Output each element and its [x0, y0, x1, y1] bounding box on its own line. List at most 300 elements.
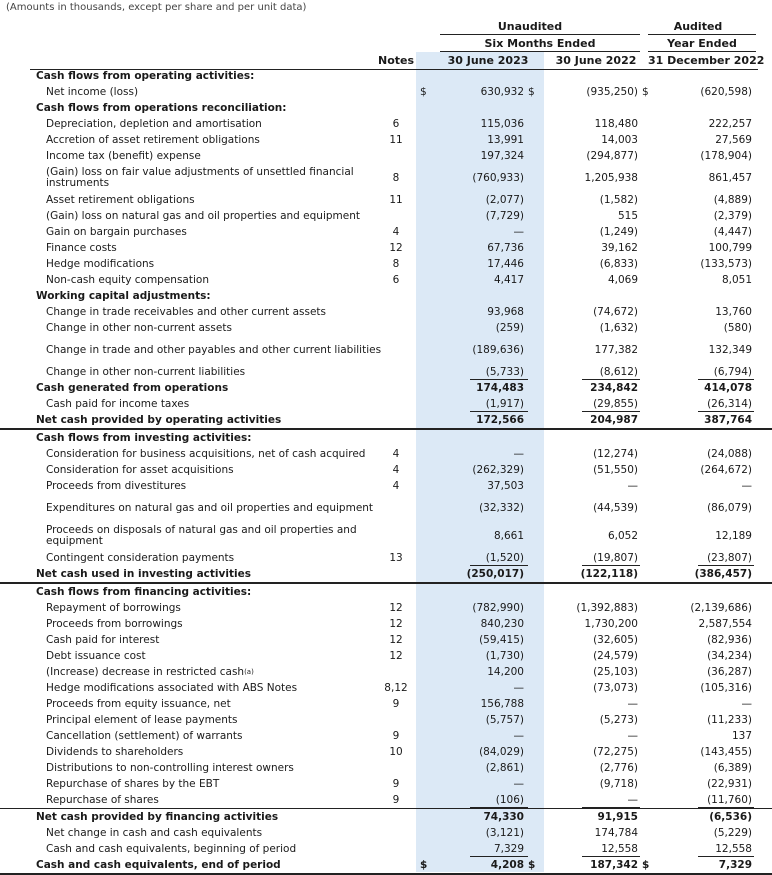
- six-months-header: Six Months Ended: [484, 37, 596, 50]
- value-30-june-2023: 8,661: [493, 530, 524, 542]
- table-row: [0, 600, 772, 616]
- value-30-june-2022: (2,776): [599, 762, 638, 774]
- value-30-june-2023: (3,121): [485, 827, 524, 839]
- row-label: [46, 760, 386, 776]
- row-label: [46, 256, 386, 272]
- row-label-text: Cancellation (settlement) of warrants: [46, 730, 243, 742]
- value-30-june-2022: (1,632): [599, 322, 638, 334]
- row-label-text: Hedge modifications associated with ABS Notes: [46, 682, 298, 694]
- value-30-june-2023: (106): [495, 794, 524, 806]
- value-31-december-2022: (386,457): [694, 568, 752, 580]
- row-label: [46, 478, 386, 494]
- row-label: [46, 208, 386, 224]
- row-notes: 6: [392, 118, 400, 130]
- currency-symbol: $: [420, 859, 428, 871]
- row-label: [36, 100, 376, 116]
- row-label-text: Change in other non-current assets: [46, 322, 232, 334]
- row-label-text: Repurchase of shares by the EBT: [46, 778, 220, 790]
- row-label: [36, 430, 376, 446]
- value-31-december-2022: (22,931): [707, 778, 752, 790]
- section-header-row: [0, 584, 772, 600]
- row-label: [46, 825, 386, 841]
- row-label: [46, 462, 386, 478]
- row-label-text: (Gain) loss on fair value adjustments of unsettled financial instruments: [46, 166, 354, 189]
- unaudited-rule: [440, 34, 640, 35]
- row-notes: 4: [392, 448, 400, 460]
- value-31-december-2022: (264,672): [700, 464, 752, 476]
- row-label-text: Asset retirement obligations: [46, 194, 195, 206]
- table-row: [0, 462, 772, 478]
- value-31-december-2022: (11,233): [707, 714, 752, 726]
- row-label-text: Hedge modifications: [46, 258, 155, 270]
- value-30-june-2022: (1,582): [599, 194, 638, 206]
- row-label: [46, 446, 386, 462]
- value-30-june-2022: (73,073): [593, 682, 638, 694]
- value-30-june-2023: (259): [495, 322, 524, 334]
- value-31-december-2022: —: [741, 480, 752, 492]
- row-notes: 9: [392, 794, 400, 806]
- section-header-row: [0, 430, 772, 446]
- value-30-june-2023: (262,329): [472, 464, 524, 476]
- value-30-june-2022: 1,205,938: [584, 172, 638, 184]
- value-31-december-2022: (580): [723, 322, 752, 334]
- value-31-december-2022: (23,807): [707, 552, 752, 564]
- value-30-june-2023: —: [513, 682, 524, 694]
- table-row: [0, 132, 772, 148]
- section-header-row: [0, 68, 772, 84]
- value-30-june-2023: (84,029): [479, 746, 524, 758]
- value-30-june-2022: (1,249): [599, 226, 638, 238]
- value-31-december-2022: (36,287): [707, 666, 752, 678]
- value-30-june-2022: (5,273): [599, 714, 638, 726]
- value-30-june-2022: 39,162: [601, 242, 638, 254]
- value-30-june-2023: 74,330: [483, 811, 524, 823]
- row-notes: 12: [389, 602, 403, 614]
- row-label: [46, 320, 386, 336]
- value-31-december-2022: 222,257: [708, 118, 752, 130]
- value-30-june-2022: (935,250): [586, 86, 638, 98]
- row-label-text: Cash flows from operating activities:: [36, 70, 255, 82]
- year-ended-rule: [648, 51, 756, 52]
- value-30-june-2022: —: [627, 730, 638, 742]
- row-label: [36, 288, 376, 304]
- value-31-december-2022: 861,457: [708, 172, 752, 184]
- value-30-june-2022: (12,274): [593, 448, 638, 460]
- notes-header: Notes: [377, 54, 415, 67]
- row-notes: 11: [389, 134, 403, 146]
- value-31-december-2022: (178,904): [700, 150, 752, 162]
- value-31-december-2022: 27,569: [715, 134, 752, 146]
- row-label-text: Cash flows from investing activities:: [36, 432, 252, 444]
- section-header-row: [0, 100, 772, 116]
- currency-symbol: $: [528, 86, 535, 98]
- row-label: [46, 680, 386, 696]
- value-30-june-2022: 6,052: [607, 530, 638, 542]
- value-30-june-2022: (8,612): [599, 366, 638, 378]
- row-label-text: Repayment of borrowings: [46, 602, 181, 614]
- unaudited-header: Unaudited: [497, 20, 563, 33]
- value-31-december-2022: 8,051: [721, 274, 752, 286]
- table-row: [0, 616, 772, 632]
- value-30-june-2023: (2,861): [485, 762, 524, 774]
- row-notes: 4: [392, 480, 400, 492]
- value-31-december-2022: (2,379): [713, 210, 752, 222]
- value-30-june-2023: (1,520): [485, 552, 524, 564]
- table-row: [0, 728, 772, 744]
- value-30-june-2022: 4,069: [607, 274, 638, 286]
- row-notes: 9: [392, 778, 400, 790]
- row-label: [36, 380, 376, 396]
- row-label: [46, 550, 386, 566]
- value-30-june-2022: (24,579): [593, 650, 638, 662]
- row-label: [46, 304, 386, 320]
- value-31-december-2022: 2,587,554: [698, 618, 752, 630]
- value-31-december-2022: (82,936): [707, 634, 752, 646]
- value-30-june-2022: 14,003: [601, 134, 638, 146]
- row-label-text: Cash and cash equivalents, beginning of period: [46, 843, 297, 855]
- row-label: [46, 712, 386, 728]
- table-row: [0, 164, 772, 192]
- row-label: [46, 728, 386, 744]
- value-30-june-2022: 204,987: [590, 414, 638, 426]
- table-row: [0, 396, 772, 412]
- row-notes: 4: [392, 226, 400, 238]
- value-30-june-2023: 93,968: [487, 306, 524, 318]
- row-label-text: (Gain) loss on natural gas and oil properties and equipment: [46, 210, 361, 222]
- row-label-text: Proceeds on disposals of natural gas and oil properties and equipment: [46, 524, 357, 547]
- value-31-december-2022: (143,455): [700, 746, 752, 758]
- value-31-december-2022: (6,794): [713, 366, 752, 378]
- value-30-june-2022: 515: [617, 210, 638, 222]
- six-months-rule: [440, 51, 640, 52]
- table-row: [0, 857, 772, 875]
- row-label: [46, 632, 386, 648]
- value-31-december-2022: 132,349: [708, 344, 752, 356]
- row-label-text: Dividends to shareholders: [46, 746, 184, 758]
- row-label: [46, 84, 386, 100]
- audited-rule: [648, 34, 756, 35]
- value-30-june-2023: 7,329: [493, 843, 524, 855]
- value-30-june-2023: 67,736: [487, 242, 524, 254]
- table-row: [0, 148, 772, 164]
- value-31-december-2022: (11,760): [707, 794, 752, 806]
- value-30-june-2023: (189,636): [472, 344, 524, 356]
- value-30-june-2023: —: [513, 448, 524, 460]
- row-label-text: Income tax (benefit) expense: [46, 150, 201, 162]
- value-30-june-2023: 174,483: [476, 382, 524, 394]
- currency-symbol: $: [642, 86, 649, 98]
- value-30-june-2023: —: [513, 778, 524, 790]
- table-row: [0, 478, 772, 494]
- table-row: [0, 632, 772, 648]
- table-row: [0, 648, 772, 664]
- row-label-text: Distributions to non-controlling interest owners: [46, 762, 294, 774]
- table-row: [0, 712, 772, 728]
- row-label-text: Proceeds from divestitures: [46, 480, 187, 492]
- value-30-june-2022: 118,480: [594, 118, 638, 130]
- table-row: [0, 224, 772, 240]
- currency-symbol: $: [528, 859, 536, 871]
- value-31-december-2022: 12,558: [715, 843, 752, 855]
- value-30-june-2022: (51,550): [593, 464, 638, 476]
- value-31-december-2022: (105,316): [700, 682, 752, 694]
- row-label: [46, 648, 386, 664]
- cash-flow-table: [0, 68, 772, 875]
- value-31-december-2022: —: [741, 698, 752, 710]
- table-row: [0, 364, 772, 380]
- year-ended-header: Year Ended: [667, 37, 737, 50]
- row-label-text: Consideration for business acquisitions, net of cash acquired: [46, 448, 366, 460]
- value-30-june-2023: 840,230: [480, 618, 524, 630]
- row-notes: 12: [389, 618, 403, 630]
- value-31-december-2022: 7,329: [718, 859, 752, 871]
- row-label-text: Repurchase of shares: [46, 794, 159, 806]
- value-31-december-2022: 13,760: [715, 306, 752, 318]
- value-30-june-2022: (29,855): [593, 398, 638, 410]
- value-30-june-2022: (32,605): [593, 634, 638, 646]
- row-label-text: Net income (loss): [46, 86, 139, 98]
- value-30-june-2022: —: [627, 480, 638, 492]
- row-label: [46, 616, 386, 632]
- value-31-december-2022: (86,079): [707, 502, 752, 514]
- row-label-text: Net change in cash and cash equivalents: [46, 827, 263, 839]
- footnote-marker: (a): [244, 668, 254, 676]
- value-30-june-2023: 156,788: [480, 698, 524, 710]
- value-30-june-2022: (19,807): [593, 552, 638, 564]
- value-31-december-2022: (133,573): [700, 258, 752, 270]
- row-notes: 9: [392, 698, 400, 710]
- row-label-text: Principal element of lease payments: [46, 714, 238, 726]
- value-30-june-2022: 174,784: [594, 827, 638, 839]
- value-30-june-2022: (74,672): [593, 306, 638, 318]
- row-label: [46, 364, 386, 380]
- row-notes: 10: [389, 746, 403, 758]
- value-30-june-2023: (5,733): [485, 366, 524, 378]
- value-30-june-2022: 187,342: [590, 859, 638, 871]
- value-30-june-2022: (6,833): [599, 258, 638, 270]
- value-30-june-2022: 1,730,200: [584, 618, 638, 630]
- row-label-text: (Increase) decrease in restricted cash: [46, 666, 245, 678]
- value-30-june-2023: (782,990): [472, 602, 524, 614]
- table-row: [0, 446, 772, 462]
- value-30-june-2022: —: [627, 698, 638, 710]
- value-30-june-2023: 14,200: [487, 666, 524, 678]
- row-label-text: Finance costs: [46, 242, 117, 254]
- value-31-december-2022: (6,536): [709, 811, 752, 823]
- value-31-december-2022: 387,764: [704, 414, 752, 426]
- value-30-june-2023: (5,757): [485, 714, 524, 726]
- value-30-june-2023: (7,729): [485, 210, 524, 222]
- table-row: [0, 256, 772, 272]
- row-label-text: Change in trade receivables and other current assets: [46, 306, 327, 318]
- row-label: [46, 696, 386, 712]
- row-label: [46, 600, 386, 616]
- value-31-december-2022: (6,389): [713, 762, 752, 774]
- value-31-december-2022: (34,234): [707, 650, 752, 662]
- row-notes: 12: [389, 242, 403, 254]
- row-label-text: Net cash provided by financing activities: [36, 811, 279, 823]
- row-label-text: Change in trade and other payables and other current liabilities: [46, 343, 382, 356]
- column-headers: [0, 18, 772, 70]
- row-label: [46, 132, 386, 148]
- value-30-june-2023: 37,503: [487, 480, 524, 492]
- table-row: [0, 664, 772, 680]
- table-row: [0, 522, 772, 550]
- row-label: [46, 336, 386, 364]
- row-label: [46, 116, 386, 132]
- row-label: [36, 68, 376, 84]
- row-notes: 8,12: [384, 682, 408, 694]
- section-header-row: [0, 288, 772, 304]
- table-row: [0, 320, 772, 336]
- value-30-june-2022: 177,382: [594, 344, 638, 356]
- value-30-june-2023: 17,446: [487, 258, 524, 270]
- row-label: [46, 164, 386, 192]
- row-label: [36, 584, 376, 600]
- value-30-june-2023: 630,932: [480, 86, 524, 98]
- table-row: [0, 192, 772, 208]
- currency-symbol: $: [420, 86, 427, 98]
- table-row: [0, 116, 772, 132]
- table-row: [0, 696, 772, 712]
- value-30-june-2022: 234,842: [590, 382, 638, 394]
- row-label: [46, 664, 386, 680]
- value-30-june-2022: —: [627, 794, 638, 806]
- row-label-text: Cash paid for interest: [46, 634, 160, 646]
- value-30-june-2023: 197,324: [480, 150, 524, 162]
- value-30-june-2023: (1,917): [485, 398, 524, 410]
- row-label-text: Cash flows from operations reconciliation:: [36, 102, 287, 114]
- value-30-june-2022: (9,718): [599, 778, 638, 790]
- row-label: [46, 494, 386, 522]
- value-31-december-2022: (5,229): [713, 827, 752, 839]
- row-label: [36, 412, 376, 428]
- value-31-december-2022: (26,314): [707, 398, 752, 410]
- table-row: [0, 776, 772, 792]
- table-row: [0, 494, 772, 522]
- value-31-december-2022: 137: [731, 730, 752, 742]
- value-30-june-2023: —: [513, 730, 524, 742]
- table-row: [0, 566, 772, 584]
- value-31-december-2022: (2,139,686): [690, 602, 752, 614]
- row-label: [46, 522, 386, 550]
- row-notes: 8: [392, 172, 400, 184]
- row-notes: 4: [392, 464, 400, 476]
- table-row: [0, 84, 772, 100]
- table-row: [0, 336, 772, 364]
- table-row: [0, 744, 772, 760]
- table-row: [0, 760, 772, 776]
- value-31-december-2022: 414,078: [704, 382, 752, 394]
- value-30-june-2022: (122,118): [580, 568, 638, 580]
- row-label-text: Cash generated from operations: [36, 382, 229, 394]
- value-30-june-2023: 172,566: [476, 414, 524, 426]
- col1-header: 30 June 2023: [447, 54, 529, 67]
- row-label: [46, 744, 386, 760]
- row-label-text: Contingent consideration payments: [46, 552, 235, 564]
- row-label-text: Non-cash equity compensation: [46, 274, 209, 286]
- table-row: [0, 680, 772, 696]
- currency-symbol: $: [642, 859, 650, 871]
- audited-header: Audited: [673, 20, 723, 33]
- row-notes: 12: [389, 650, 403, 662]
- value-31-december-2022: 12,189: [715, 530, 752, 542]
- row-label-text: Proceeds from borrowings: [46, 618, 183, 630]
- row-label-text: Consideration for asset acquisitions: [46, 464, 234, 476]
- value-30-june-2023: (59,415): [479, 634, 524, 646]
- row-label-text: Working capital adjustments:: [36, 290, 211, 302]
- row-notes: 6: [392, 274, 400, 286]
- row-label-text: Expenditures on natural gas and oil properties and equipment: [46, 501, 374, 514]
- value-30-june-2023: 4,417: [493, 274, 524, 286]
- row-label-text: Cash and cash equivalents, end of period: [36, 859, 281, 871]
- row-notes: 8: [392, 258, 400, 270]
- value-30-june-2023: 4,208: [490, 859, 524, 871]
- row-notes: 9: [392, 730, 400, 742]
- table-row: [0, 550, 772, 566]
- row-label: [46, 192, 386, 208]
- row-label-text: Gain on bargain purchases: [46, 226, 187, 238]
- value-30-june-2023: —: [513, 226, 524, 238]
- table-row: [0, 380, 772, 396]
- row-label-text: Net cash provided by operating activities: [36, 414, 282, 426]
- row-label-text: Debt issuance cost: [46, 650, 146, 662]
- row-label: [46, 148, 386, 164]
- row-notes: 12: [389, 634, 403, 646]
- row-label-text: Change in other non-current liabilities: [46, 366, 246, 378]
- table-row: [0, 272, 772, 288]
- row-label-text: Depreciation, depletion and amortisation: [46, 118, 262, 130]
- value-31-december-2022: (4,447): [713, 226, 752, 238]
- row-label: [46, 792, 386, 808]
- value-31-december-2022: (4,889): [713, 194, 752, 206]
- row-label-text: Cash paid for income taxes: [46, 398, 190, 410]
- row-label-text: Accretion of asset retirement obligations: [46, 134, 260, 146]
- value-30-june-2023: 115,036: [480, 118, 524, 130]
- table-row: [0, 792, 772, 808]
- row-label: [46, 240, 386, 256]
- value-30-june-2023: (2,077): [485, 194, 524, 206]
- table-row: [0, 841, 772, 857]
- value-31-december-2022: 100,799: [708, 242, 752, 254]
- row-label: [46, 841, 386, 857]
- value-30-june-2022: 12,558: [601, 843, 638, 855]
- value-30-june-2023: (32,332): [479, 502, 524, 514]
- value-30-june-2023: 13,991: [487, 134, 524, 146]
- table-row: [0, 825, 772, 841]
- value-30-june-2023: (250,017): [466, 568, 524, 580]
- table-row: [0, 240, 772, 256]
- table-row: [0, 808, 772, 825]
- row-label: [36, 857, 376, 873]
- table-row: [0, 412, 772, 430]
- row-label-text: Proceeds from equity issuance, net: [46, 698, 231, 710]
- row-label-text: Cash flows from financing activities:: [36, 586, 252, 598]
- row-label: [46, 224, 386, 240]
- value-30-june-2023: (1,730): [485, 650, 524, 662]
- value-30-june-2022: (1,392,883): [576, 602, 638, 614]
- table-row: [0, 208, 772, 224]
- value-30-june-2023: (760,933): [472, 172, 524, 184]
- amounts-note: (Amounts in thousands, except per share and per unit data): [6, 2, 307, 13]
- row-label: [46, 272, 386, 288]
- row-notes: 11: [389, 194, 403, 206]
- col2-header: 30 June 2022: [555, 54, 637, 67]
- row-label: [36, 566, 376, 582]
- value-31-december-2022: (620,598): [700, 86, 752, 98]
- row-notes: 13: [389, 552, 403, 564]
- value-31-december-2022: (24,088): [707, 448, 752, 460]
